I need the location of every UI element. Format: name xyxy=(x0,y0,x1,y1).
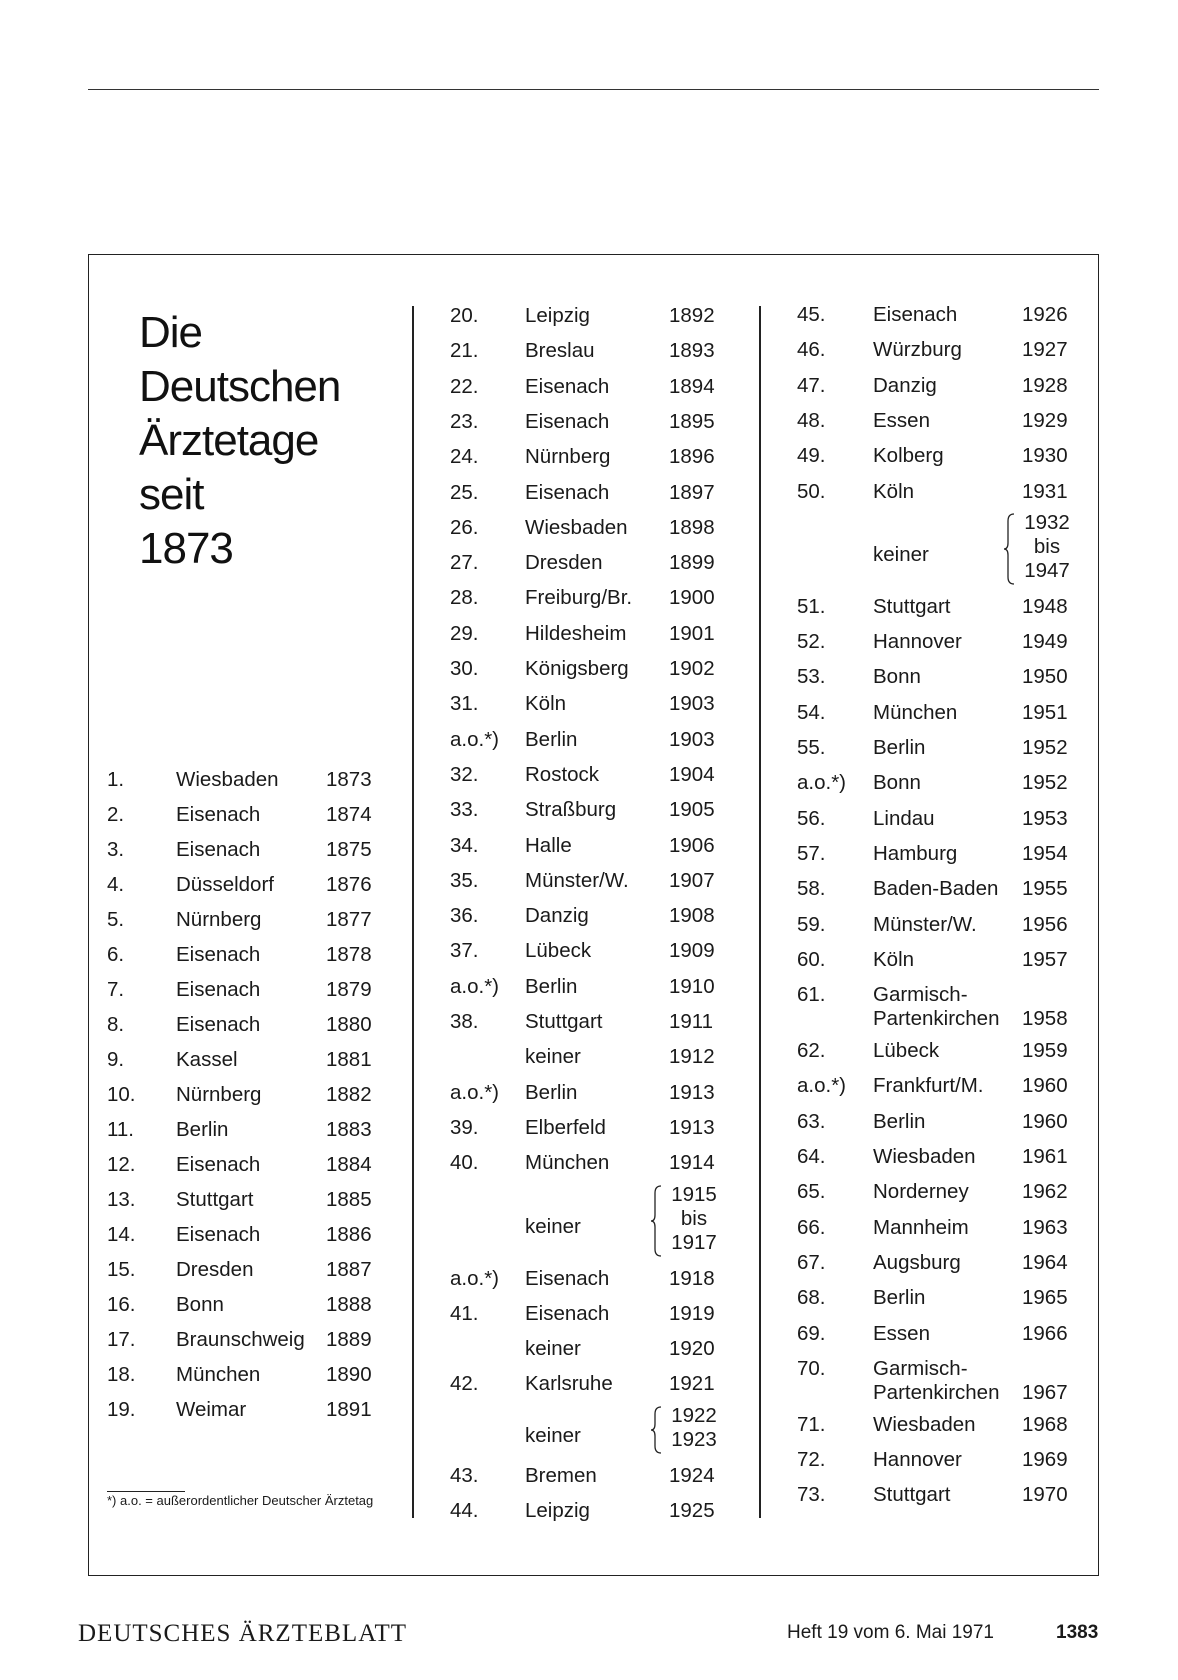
item-city: Eisenach xyxy=(176,1013,261,1036)
item-city: Dresden xyxy=(176,1258,254,1281)
item-year: 1960 xyxy=(1022,1109,1068,1133)
item-city: Wiesbaden xyxy=(176,768,279,791)
item-number: 61. xyxy=(797,983,826,1007)
title-line: Ärztetage xyxy=(139,416,319,465)
item-city: Eisenach xyxy=(525,480,610,504)
item-city: keiner xyxy=(873,542,929,566)
item-year: 1908 xyxy=(669,904,715,928)
item-year: 1927 xyxy=(1022,338,1068,362)
item-number: 57. xyxy=(797,841,826,865)
item-year: 1966 xyxy=(1022,1321,1068,1345)
item-city: Berlin xyxy=(525,1080,578,1104)
item-year: 1968 xyxy=(1022,1412,1068,1436)
item-year: 1889 xyxy=(326,1328,372,1351)
item-number: 7. xyxy=(107,978,125,1001)
item-year: 1957 xyxy=(1022,947,1068,971)
item-year: 1969 xyxy=(1022,1448,1068,1472)
item-year: 1890 xyxy=(326,1363,372,1386)
item-year: 1895 xyxy=(669,409,715,433)
title-line: Die xyxy=(139,308,203,357)
item-city: Frankfurt/M. xyxy=(873,1074,984,1098)
item-number: 70. xyxy=(797,1356,826,1380)
item-city: Leipzig xyxy=(525,1499,590,1522)
item-number: 42. xyxy=(450,1372,479,1396)
brace-icon xyxy=(651,1406,663,1454)
item-number: 10. xyxy=(107,1083,136,1106)
item-city: Eisenach xyxy=(525,1266,610,1290)
item-city: Kassel xyxy=(176,1048,238,1071)
item-city: Essen xyxy=(873,1321,930,1345)
item-year: 1962 xyxy=(1022,1180,1068,1204)
item-year: 1955 xyxy=(1022,877,1068,901)
brace-icon xyxy=(1004,513,1016,585)
item-year: 1882 xyxy=(326,1083,372,1106)
item-number: 60. xyxy=(797,947,826,971)
item-year: 1892 xyxy=(669,304,715,327)
item-number: 62. xyxy=(797,1039,826,1063)
item-city: München xyxy=(873,700,958,724)
item-number: 65. xyxy=(797,1180,826,1204)
item-number: 3. xyxy=(107,838,125,861)
item-city: Nürnberg xyxy=(176,1083,262,1106)
title-line: Deutschen xyxy=(139,362,341,411)
item-number: 12. xyxy=(107,1153,136,1176)
item-city: Köln xyxy=(873,947,915,971)
item-city: Danzig xyxy=(873,373,937,397)
item-city: Eisenach xyxy=(176,1153,261,1176)
item-number: 2. xyxy=(107,803,125,826)
item-city: Köln xyxy=(873,479,915,503)
item-city: Bonn xyxy=(873,665,921,689)
item-city: Bremen xyxy=(525,1463,597,1487)
item-number: 69. xyxy=(797,1321,826,1345)
item-year: 1902 xyxy=(669,657,715,680)
item-number: 71. xyxy=(797,1412,826,1436)
item-city: Straßburg xyxy=(525,798,617,822)
item-number: 54. xyxy=(797,700,826,724)
item-number: 37. xyxy=(450,939,479,963)
item-number: 55. xyxy=(797,736,826,759)
item-city: Halle xyxy=(525,833,572,857)
page-number: 1383 xyxy=(1056,1622,1099,1643)
item-year: 1967 xyxy=(1022,1380,1068,1404)
item-year: 1883 xyxy=(326,1118,372,1141)
item-number: 18. xyxy=(107,1363,136,1386)
item-year: 1873 xyxy=(326,768,372,791)
item-year: 1881 xyxy=(326,1048,372,1071)
item-number: 67. xyxy=(797,1250,826,1274)
item-year: 1878 xyxy=(326,943,372,966)
item-number: 32. xyxy=(450,762,479,786)
item-number: 68. xyxy=(797,1286,826,1310)
item-number: 47. xyxy=(797,373,826,397)
item-year: 1928 xyxy=(1022,373,1068,397)
item-year: 1888 xyxy=(326,1293,372,1316)
item-city: Augsburg xyxy=(873,1250,961,1274)
item-number: 1. xyxy=(107,768,125,791)
item-year: 1929 xyxy=(1022,408,1068,432)
item-city: Münster/W. xyxy=(525,868,629,892)
item-city: Eisenach xyxy=(873,303,958,326)
item-year: 1970 xyxy=(1022,1483,1068,1507)
item-year: 1914 xyxy=(669,1151,715,1175)
item-city: Münster/W. xyxy=(873,912,977,936)
item-year: 1894 xyxy=(669,374,715,398)
item-number: 23. xyxy=(450,409,479,433)
item-number: 25. xyxy=(450,480,479,504)
item-year: 1896 xyxy=(669,445,715,469)
item-city: Berlin xyxy=(873,736,926,759)
item-city: Berlin xyxy=(525,727,578,751)
item-year: 1913 xyxy=(669,1115,715,1139)
item-year: 1951 xyxy=(1022,700,1068,724)
column-divider xyxy=(759,306,761,1518)
item-city: Breslau xyxy=(525,339,595,363)
footnote: *) a.o. = außerordentlicher Deutscher Ärztetag xyxy=(107,1493,374,1508)
item-number: 17. xyxy=(107,1328,136,1351)
title-line: 1873 xyxy=(139,524,233,573)
item-number: 39. xyxy=(450,1115,479,1139)
item-number: 59. xyxy=(797,912,826,936)
item-year: 1904 xyxy=(669,762,715,786)
item-city: Eisenach xyxy=(176,943,261,966)
item-city: Elberfeld xyxy=(525,1115,606,1139)
item-number: 4. xyxy=(107,873,125,896)
item-number: 34. xyxy=(450,833,479,857)
item-city: Berlin xyxy=(873,1109,926,1133)
item-year: 1879 xyxy=(326,978,372,1001)
item-number: 29. xyxy=(450,621,479,645)
item-year: 1956 xyxy=(1022,912,1068,936)
item-number: 46. xyxy=(797,338,826,362)
item-year: 1948 xyxy=(1022,594,1068,618)
item-city: Lübeck xyxy=(525,939,592,963)
item-city: Düsseldorf xyxy=(176,873,274,896)
item-city: Weimar xyxy=(176,1398,247,1421)
item-year: 1880 xyxy=(326,1013,372,1036)
item-year: 1876 xyxy=(326,873,372,896)
item-year: 1912 xyxy=(669,1045,715,1069)
item-number: 28. xyxy=(450,586,479,610)
item-city: Leipzig xyxy=(525,304,590,327)
item-number: a.o.*) xyxy=(797,771,846,795)
item-year: 1903 xyxy=(669,692,715,716)
item-number: 49. xyxy=(797,444,826,468)
item-number: 64. xyxy=(797,1145,826,1168)
item-year: 1911 xyxy=(669,1010,714,1033)
item-year: 1952 xyxy=(1022,771,1068,795)
item-city: Köln xyxy=(525,692,567,716)
item-year: 1925 xyxy=(669,1499,715,1522)
item-city: München xyxy=(176,1363,261,1386)
item-number: 35. xyxy=(450,868,479,892)
item-city: Eisenach xyxy=(176,803,261,826)
item-number: 40. xyxy=(450,1151,479,1175)
item-year: 1906 xyxy=(669,833,715,857)
item-year: 1961 xyxy=(1022,1145,1068,1168)
item-number: 6. xyxy=(107,943,125,966)
item-number: 58. xyxy=(797,877,826,901)
item-year: 1897 xyxy=(669,480,715,504)
item-year: 1965 xyxy=(1022,1286,1068,1310)
item-city: Eisenach xyxy=(525,409,610,433)
item-city: keiner xyxy=(525,1337,581,1361)
item-number: 43. xyxy=(450,1463,479,1487)
item-year: 1915 bis 1917 xyxy=(671,1182,717,1254)
item-city: Würzburg xyxy=(873,338,962,362)
item-year: 1922 1923 xyxy=(671,1403,717,1451)
item-city: Wiesbaden xyxy=(873,1145,976,1168)
item-year: 1924 xyxy=(669,1463,715,1487)
item-year: 1921 xyxy=(669,1372,715,1396)
item-number: 9. xyxy=(107,1048,125,1071)
item-year: 1932 bis 1947 xyxy=(1024,510,1070,582)
item-city: München xyxy=(525,1151,610,1175)
item-year: 1954 xyxy=(1022,841,1068,865)
item-number: 22. xyxy=(450,374,479,398)
item-year: 1907 xyxy=(669,868,715,892)
item-number: a.o.*) xyxy=(797,1074,846,1098)
item-city: Garmisch- Partenkirchen xyxy=(873,1356,1000,1404)
item-number: 50. xyxy=(797,479,826,503)
item-city: Baden-Baden xyxy=(873,877,999,901)
item-number: 44. xyxy=(450,1499,479,1522)
item-city: Lübeck xyxy=(873,1039,940,1063)
item-city: Rostock xyxy=(525,762,600,786)
item-number: 19. xyxy=(107,1398,136,1421)
item-city: Stuttgart xyxy=(873,1483,951,1507)
item-city: Nürnberg xyxy=(176,908,262,931)
item-year: 1875 xyxy=(326,838,372,861)
item-number: 72. xyxy=(797,1448,826,1472)
journal-name: DEUTSCHES ÄRZTEBLATT xyxy=(78,1620,408,1647)
item-year: 1949 xyxy=(1022,630,1068,654)
item-number: a.o.*) xyxy=(450,974,499,998)
item-number: 38. xyxy=(450,1010,479,1033)
item-city: keiner xyxy=(525,1214,581,1238)
item-year: 1919 xyxy=(669,1301,715,1325)
item-city: Mannheim xyxy=(873,1215,969,1239)
item-year: 1952 xyxy=(1022,736,1068,759)
item-year: 1958 xyxy=(1022,1007,1068,1031)
item-number: 30. xyxy=(450,657,479,680)
item-city: Freiburg/Br. xyxy=(525,586,633,610)
item-year: 1898 xyxy=(669,515,715,539)
item-year: 1886 xyxy=(326,1223,372,1246)
item-year: 1909 xyxy=(669,939,715,963)
item-city: Stuttgart xyxy=(873,594,951,618)
item-year: 1920 xyxy=(669,1337,715,1361)
item-number: 48. xyxy=(797,408,826,432)
item-year: 1959 xyxy=(1022,1039,1068,1063)
item-number: 56. xyxy=(797,806,826,830)
item-number: 16. xyxy=(107,1293,136,1316)
item-city: keiner xyxy=(525,1045,581,1069)
item-city: Wiesbaden xyxy=(873,1412,976,1436)
item-year: 1913 xyxy=(669,1080,715,1104)
item-year: 1960 xyxy=(1022,1074,1068,1098)
item-city: Stuttgart xyxy=(525,1010,603,1033)
item-city: Hannover xyxy=(873,1448,962,1472)
item-year: 1899 xyxy=(669,551,715,575)
item-number: 5. xyxy=(107,908,125,931)
item-city: Wiesbaden xyxy=(525,515,628,539)
item-number: 33. xyxy=(450,798,479,822)
item-number: 15. xyxy=(107,1258,136,1281)
item-city: Hamburg xyxy=(873,841,958,865)
item-city: Nürnberg xyxy=(525,445,611,469)
item-city: Hannover xyxy=(873,630,962,654)
item-city: Eisenach xyxy=(176,838,261,861)
item-city: Dresden xyxy=(525,551,603,575)
item-year: 1950 xyxy=(1022,665,1068,689)
item-city: Königsberg xyxy=(525,657,629,680)
item-year: 1953 xyxy=(1022,806,1068,830)
item-city: Kolberg xyxy=(873,444,944,468)
item-number: 51. xyxy=(797,594,826,618)
item-city: Eisenach xyxy=(525,1301,610,1325)
item-year: 1964 xyxy=(1022,1250,1068,1274)
item-year: 1884 xyxy=(326,1153,372,1176)
item-city: Bonn xyxy=(873,771,921,795)
item-number: 36. xyxy=(450,904,479,928)
item-number: 21. xyxy=(450,339,479,363)
item-year: 1918 xyxy=(669,1266,715,1290)
item-number: 52. xyxy=(797,630,826,654)
issue-info: Heft 19 vom 6. Mai 1971 xyxy=(787,1622,994,1643)
item-city: Karlsruhe xyxy=(525,1372,613,1396)
item-year: 1931 xyxy=(1022,479,1068,503)
item-number: 45. xyxy=(797,303,826,326)
item-year: 1926 xyxy=(1022,303,1068,326)
item-number: a.o.*) xyxy=(450,1080,499,1104)
item-number: 63. xyxy=(797,1109,826,1133)
item-city: Eisenach xyxy=(525,374,610,398)
item-number: 24. xyxy=(450,445,479,469)
item-number: 8. xyxy=(107,1013,125,1036)
footnote-rule xyxy=(107,1491,185,1492)
item-city: keiner xyxy=(525,1423,581,1447)
item-year: 1874 xyxy=(326,803,372,826)
item-city: Hildesheim xyxy=(525,621,627,645)
item-number: 14. xyxy=(107,1223,136,1246)
item-year: 1893 xyxy=(669,339,715,363)
item-number: 41. xyxy=(450,1301,479,1325)
item-number: 13. xyxy=(107,1188,136,1211)
item-city: Berlin xyxy=(525,974,578,998)
item-number: 53. xyxy=(797,665,826,689)
item-city: Garmisch- Partenkirchen xyxy=(873,983,1000,1031)
item-year: 1901 xyxy=(669,621,715,645)
top-rule xyxy=(88,89,1099,90)
item-number: 31. xyxy=(450,692,479,716)
brace-icon xyxy=(651,1185,663,1257)
item-city: Bonn xyxy=(176,1293,224,1316)
item-year: 1903 xyxy=(669,727,715,751)
item-number: 73. xyxy=(797,1483,826,1507)
title-line: seit xyxy=(139,470,204,519)
item-year: 1877 xyxy=(326,908,372,931)
item-number: a.o.*) xyxy=(450,1266,499,1290)
item-city: Essen xyxy=(873,408,930,432)
item-year: 1905 xyxy=(669,798,715,822)
item-year: 1930 xyxy=(1022,444,1068,468)
item-year: 1900 xyxy=(669,586,715,610)
page-title xyxy=(139,306,340,576)
item-city: Eisenach xyxy=(176,978,261,1001)
item-city: Stuttgart xyxy=(176,1188,254,1211)
item-year: 1887 xyxy=(326,1258,372,1281)
item-city: Lindau xyxy=(873,806,935,830)
item-city: Norderney xyxy=(873,1180,969,1204)
item-number: 20. xyxy=(450,304,479,327)
item-number: 26. xyxy=(450,515,479,539)
item-year: 1885 xyxy=(326,1188,372,1211)
item-year: 1891 xyxy=(326,1398,372,1421)
item-year: 1910 xyxy=(669,974,715,998)
item-number: 66. xyxy=(797,1215,826,1239)
item-number: 11. xyxy=(107,1118,134,1141)
item-number: a.o.*) xyxy=(450,727,499,751)
item-year: 1963 xyxy=(1022,1215,1068,1239)
item-city: Berlin xyxy=(873,1286,926,1310)
item-city: Berlin xyxy=(176,1118,229,1141)
item-city: Danzig xyxy=(525,904,589,928)
item-number: 27. xyxy=(450,551,479,575)
item-city: Eisenach xyxy=(176,1223,261,1246)
item-city: Braunschweig xyxy=(176,1328,305,1351)
column-divider xyxy=(412,306,414,1518)
